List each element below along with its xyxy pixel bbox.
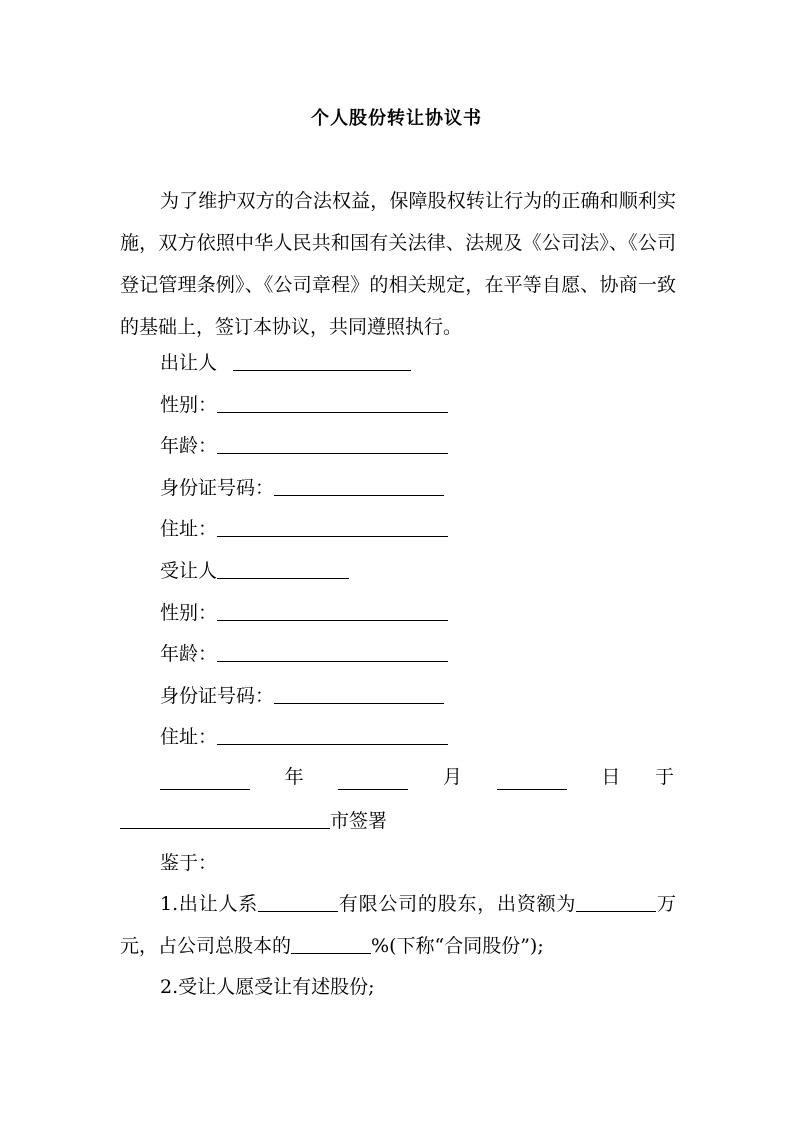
transferor-gender-blank: [217, 392, 448, 413]
transferor-gender-label: 性别：: [160, 394, 218, 416]
share-percent-blank: [291, 933, 371, 954]
clause-2: 2.受让人愿受让有述股份;: [160, 976, 375, 998]
transferee-name-blank: [217, 558, 349, 579]
day-blank: [497, 769, 567, 790]
transferee-id-line: [160, 683, 444, 709]
transferee-line: [160, 558, 349, 584]
transferor-id-blank: [274, 475, 444, 496]
transferee-gender-blank: [217, 600, 448, 621]
transferor-gender-line: [160, 392, 448, 418]
transferor-age-label: 年龄：: [160, 435, 218, 457]
transferee-gender-line: [160, 600, 448, 626]
transferor-age-line: [160, 433, 448, 459]
transferee-age-line: [160, 641, 448, 667]
clause-1: [120, 883, 676, 967]
transferee-address-blank: [217, 724, 448, 745]
month-blank: [338, 769, 408, 790]
transferee-gender-label: 性别：: [160, 602, 218, 624]
transferor-address-line: [160, 516, 448, 542]
transferee-age-label: 年龄：: [160, 643, 218, 665]
transferee-id-label: 身份证号码：: [160, 685, 275, 707]
company-name-blank: [258, 891, 338, 912]
at-label: 于: [654, 766, 674, 788]
city-signed-label: 市签署: [330, 810, 388, 832]
year-blank: [160, 769, 250, 790]
clause-1-part-b: 有限公司的股东，出资额为: [338, 893, 577, 915]
clause-1-part-d: %(下称“合同股份”);: [371, 935, 544, 957]
transferee-id-blank: [274, 683, 444, 704]
transferee-address-label: 住址：: [160, 726, 218, 748]
transferor-name-blank: [233, 350, 411, 371]
signing-city-line: [120, 808, 387, 834]
transferee-age-blank: [217, 641, 448, 662]
transferee-label: 受让人: [160, 560, 218, 582]
capital-amount-blank: [576, 891, 656, 912]
month-label: 月: [442, 766, 462, 788]
year-label: 年: [284, 766, 304, 788]
whereas-heading: 鉴于：: [160, 852, 218, 874]
transferor-address-blank: [217, 516, 448, 537]
clause-1-part-a: 1.出让人系: [160, 893, 259, 915]
transferor-address-label: 住址：: [160, 518, 218, 540]
clause-1-part-c: 万元，占公司总股本的: [120, 893, 676, 957]
city-blank: [120, 808, 330, 829]
day-label: 日: [601, 766, 621, 788]
transferor-id-line: [160, 475, 444, 501]
document-title: 个人股份转让协议书: [311, 108, 482, 129]
transferor-line: [160, 350, 411, 376]
transferor-label: 出让人: [160, 352, 218, 374]
signing-date-row: [160, 764, 674, 790]
transferee-address-line: [160, 724, 448, 750]
intro-paragraph: 为了维护双方的合法权益，保障股权转让行为的正确和顺利实施，双方依照中华人民共和国有关法律、法规及《公司法》、《公司登记管理条例》、《公司章程》的相关规定，在平等自愿、协商一致的基础上，签订本协议，共同遵照执行。: [120, 190, 676, 338]
transferor-id-label: 身份证号码：: [160, 477, 275, 499]
transferor-age-blank: [217, 433, 448, 454]
